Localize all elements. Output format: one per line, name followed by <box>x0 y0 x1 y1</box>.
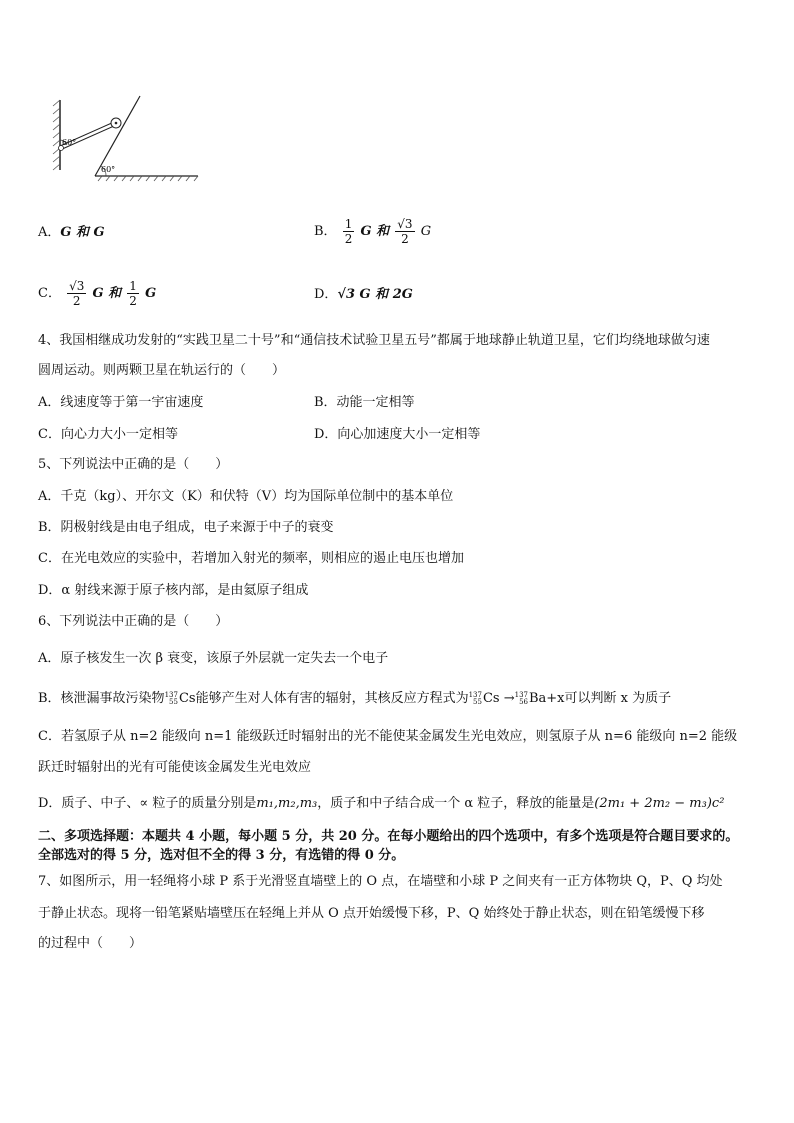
q6-option-a: A．原子核发生一次 β 衰变，该原子外层就一定失去一个电子 <box>38 651 389 666</box>
fraction-denominator: 2 <box>401 232 409 246</box>
option-b-middle: 能够产生对人体有害的辐射，其核反应方程式为 <box>195 691 469 706</box>
atomic-number: 55 <box>169 697 178 706</box>
fraction-numerator: √3 <box>69 279 85 293</box>
mass-symbols: m₁,m₂,m₃ <box>256 796 318 811</box>
q6-option-b <box>38 690 671 708</box>
fraction-numerator: √3 <box>397 217 413 231</box>
wall-hatching <box>53 100 60 170</box>
q3-option-d <box>314 286 413 304</box>
q4-stem-line-2: 圆周运动。则两颗卫星在轨运行的（ ） <box>38 363 286 378</box>
q5-option-c: C．在光电效应的实验中，若增加入射光的频率，则相应的遏止电压也增加 <box>38 551 464 566</box>
section-2-heading-line-2: 全部选对的得 5 分，选对但不全的得 3 分，有选错的得 0 分。 <box>38 848 405 863</box>
fraction <box>127 279 139 308</box>
option-b-prefix: B．核泄漏事故污染物 <box>38 691 165 706</box>
section-2-heading-line-1: 二、多项选择题：本题共 4 小题，每小题 5 分，共 20 分。在每小题给出的四个选项中，有多个选项是符合题目要求的。 <box>38 829 739 844</box>
q4-option-a: A．线速度等于第一宇宙速度 <box>38 395 204 410</box>
q4-option-b: B．动能一定相等 <box>314 395 415 410</box>
option-letter: D． <box>314 287 338 302</box>
incline-line <box>95 96 140 176</box>
q4-option-c: C．向心力大小一定相等 <box>38 427 178 442</box>
physics-figure <box>40 92 210 187</box>
q7-stem-line-1: 7、如图所示，用一轻绳将小球 P 系于光滑竖直墙壁上的 O 点，在墙壁和小球 P 之间夹有一正方体物块 Q，P、Q 均处 <box>38 874 723 889</box>
element-symbol: Ba+x <box>528 691 565 706</box>
ball-center <box>115 122 118 125</box>
atomic-number: 56 <box>519 697 528 706</box>
q4-option-d: D．向心加速度大小一定相等 <box>314 427 481 442</box>
mass-number: 137 <box>164 690 178 699</box>
q3-option-a <box>38 224 105 242</box>
mass-number: 137 <box>468 690 482 699</box>
option-letter: A． <box>38 225 61 240</box>
ground-hatching <box>98 176 198 181</box>
option-letter: C． <box>38 286 61 301</box>
q6-option-c-line-2: 跃迁时辐射出的光有可能使该金属发生光电效应 <box>38 760 312 775</box>
fraction-numerator: 1 <box>344 217 353 231</box>
q7-stem-line-2: 于静止状态。现将一铅笔紧贴墙壁压在轻绳上并从 O 点开始缓慢下移，P、Q 始终处于静止状态，则在铅笔缓慢下移 <box>38 906 705 921</box>
q5-option-a: A．千克（kg）、开尔文（K）和伏特（V）均为国际单位制中的基本单位 <box>38 489 454 504</box>
option-tail-text: G <box>145 286 157 301</box>
q3-option-b <box>314 214 431 250</box>
q3-option-c <box>38 276 156 312</box>
option-mid-text: G 和 <box>360 224 390 239</box>
element-symbol: Cs → <box>482 691 515 706</box>
q6-option-d <box>38 795 724 813</box>
option-text: G 和 G <box>60 225 105 240</box>
option-text: √3 G 和 2G <box>337 287 413 302</box>
option-mid-text: G 和 <box>92 286 122 301</box>
q5-option-d: D．α 射线来源于原子核内部，是由氦原子组成 <box>38 583 309 598</box>
option-b-suffix: 可以判断 x 为质子 <box>564 691 672 706</box>
atomic-number: 55 <box>473 697 482 706</box>
energy-formula: (2m₁ + 2m₂ − m₃)c² <box>594 796 725 811</box>
isotope-indices <box>515 692 528 706</box>
q6-stem: 6、下列说法中正确的是（ ） <box>38 614 229 629</box>
fraction <box>395 217 414 246</box>
q5-option-b: B．阴极射线是由电子组成，电子来源于中子的衰变 <box>38 520 334 535</box>
isotope-indices <box>469 692 482 706</box>
wall-angle-label: 60° <box>62 138 77 147</box>
option-tail-text: G <box>420 224 432 239</box>
fraction <box>67 279 86 308</box>
option-d-middle: ，质子和中子结合成一个 α 粒子，释放的能量是 <box>317 796 595 811</box>
mass-number: 137 <box>514 690 528 699</box>
q7-stem-line-3: 的过程中（ ） <box>38 936 143 951</box>
q6-option-c-line-1: C．若氢原子从 n=2 能级向 n=1 能级跃迁时辐射出的光不能使某金属发生光电效应，则氢原子从 n=6 能级向 n=2 能级 <box>38 729 738 744</box>
q4-stem-line-1: 4、我国相继成功发射的“实践卫星二十号”和“通信技术试验卫星五号”都属于地球静止轨道卫星，它们均绕地球做匀速 <box>38 333 710 348</box>
element-symbol: Cs <box>178 691 196 706</box>
fraction-denominator: 2 <box>129 294 137 308</box>
ground-angle-label: 60° <box>101 165 116 174</box>
q5-stem: 5、下列说法中正确的是（ ） <box>38 457 229 472</box>
option-letter: B． <box>314 224 337 239</box>
fraction-denominator: 2 <box>72 294 81 308</box>
fraction-denominator: 2 <box>344 232 353 246</box>
fraction-numerator: 1 <box>129 279 137 293</box>
isotope-indices <box>165 692 178 706</box>
option-d-prefix: D．质子、中子、∝ 粒子的质量分别是 <box>38 796 257 811</box>
fraction <box>343 217 355 246</box>
